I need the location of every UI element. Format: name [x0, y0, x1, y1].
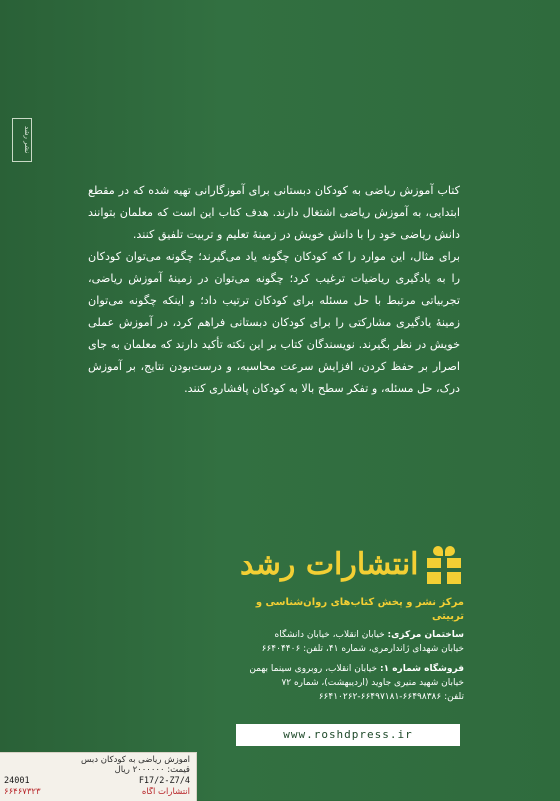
publisher-info — [228, 596, 464, 704]
sticker-shop — [4, 787, 190, 797]
store-phone: تلفن: ۶۶۴۹۸۳۸۶-۶۶۴۹۷۱۸۱-۶۶۴۱۰۲۶۲ — [318, 692, 464, 702]
gift-box-icon — [427, 544, 440, 584]
hq-title: ساختمان مرکزی: — [387, 630, 464, 640]
sticker-code-right: F17/2-Z7/4 — [138, 776, 190, 786]
sticker-shop-name: انتشارات آگاه — [141, 787, 190, 797]
sticker-price: قیمت: ۲۰۰۰۰۰۰ ریال — [114, 765, 190, 775]
sticker-codes — [4, 776, 190, 786]
hq-address-line1: خیابان انقلاب، خیابان دانشگاه — [274, 630, 385, 640]
store-address-line1: خیابان انقلاب، روبروی سینما بهمن — [249, 664, 378, 674]
website-url[interactable]: www.roshdpress.ir — [236, 724, 460, 746]
hq-address-line2: خیابان شهدای ژاندارمری، شماره ۴۱، تلفن: ۶۶۴۰۴۴۰۶ — [261, 644, 464, 654]
book-description — [88, 180, 460, 400]
store-title: فروشگاه شماره ۱: — [380, 664, 464, 674]
sticker-phone: ۶۶۴۶۷۳۲۳ — [4, 787, 41, 797]
price-sticker — [0, 752, 197, 801]
store-address-line2: خیابان شهید منیری جاوید (اردیبهشت)، شماره ۷۲ — [281, 678, 464, 688]
sticker-title: آموزش ریاضی به کودکان دبس — [81, 755, 190, 765]
publisher-logo — [240, 538, 440, 590]
description-paragraph-2: برای مثال، این موارد را که کودکان چگونه یاد می‌گیرند؛ چگونه می‌توان کودکان را به یادگیری ریاضیات ترغیب کرد؛ چگونه می‌توان در زمینهٔ آموزش ریاضی، تجربیاتی مرتبط با حل مسئله برای کودکان ترتیب داد؛ و اینکه چگونه می‌توان زمینهٔ یادگیری مشارکتی را برای کودکان دبستانی فراهم کرد، در آموزش عملی خویش در نظر بگیرند. نویسندگان کتاب بر این نکته تأکید دارند که معلمان به جای اصرار بر حفظ کردن، افزایش سرعت محاسبه، و درست‌بودن نتایج، بر آموزش درک، حل مسئله، و تفکر سطح بالا به کودکان پافشاری کنند. — [88, 250, 460, 395]
description-paragraph-1: کتاب آموزش ریاضی به کودکان دبستانی برای آموزگارانی تهیه شده که در مقطع ابتدایی، به آموزش ریاضی اشتغال دارند. هدف کتاب این است که معلمان بتوانند دانش ریاضی خود را با دانش خویش در زمینهٔ تعلیم و تربیت تلفیق کنند. — [88, 184, 460, 241]
publisher-stamp: نشر رشد — [12, 118, 32, 162]
sticker-code-left: 24001 — [4, 776, 30, 786]
publisher-tagline: مرکز نشر و پخش کتاب‌های روان‌شناسی و تربیتی — [255, 597, 464, 622]
publisher-logo-text: انتشارات رشد — [240, 546, 419, 582]
